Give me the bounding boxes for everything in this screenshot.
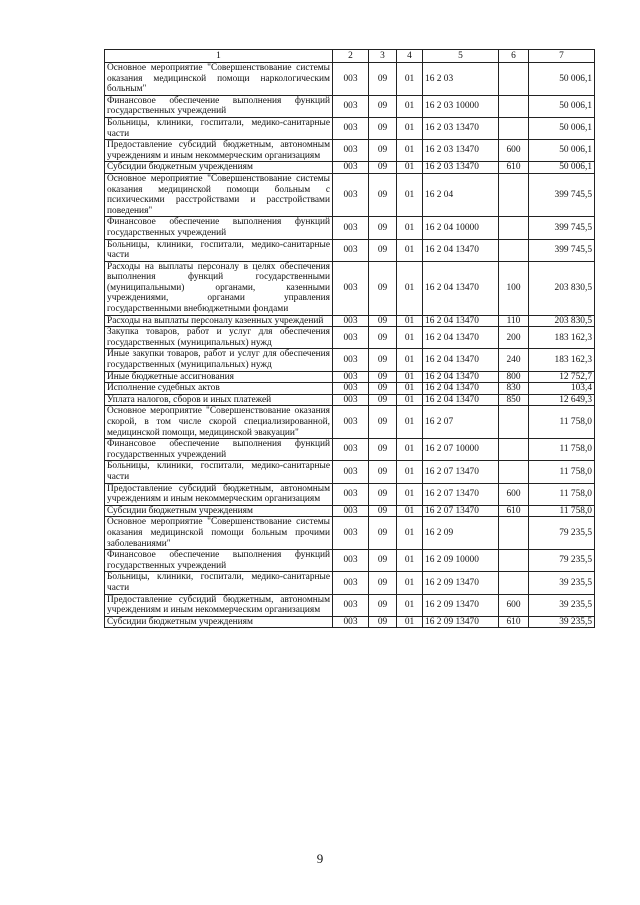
expense-type-cell: 600 xyxy=(499,483,529,505)
subsection-cell: 01 xyxy=(397,572,423,594)
item-name-cell: Расходы на выплаты персоналу в целях обеспечения выполнения функций государственными (муниципальными) органами, казенными учреждениями, органами управления государственными внебюджетными фондами xyxy=(105,261,333,315)
amount-cell: 12 649,3 xyxy=(529,394,595,406)
section-cell: 09 xyxy=(369,140,397,162)
expense-type-cell: 830 xyxy=(499,383,529,395)
section-cell: 09 xyxy=(369,406,397,439)
column-header: 5 xyxy=(423,50,499,63)
target-article-cell: 16 2 07 13470 xyxy=(423,461,499,483)
expense-type-cell xyxy=(499,217,529,239)
item-name-cell: Больницы, клиники, госпитали, медико-санитарные части xyxy=(105,461,333,483)
table-row xyxy=(105,217,595,239)
expense-type-cell: 610 xyxy=(499,505,529,517)
admin-code-cell: 003 xyxy=(333,594,369,616)
section-cell: 09 xyxy=(369,239,397,261)
item-name-cell: Больницы, клиники, госпитали, медико-санитарные части xyxy=(105,117,333,139)
item-name-cell: Финансовое обеспечение выполнения функций государственных учреждений xyxy=(105,550,333,572)
subsection-cell: 01 xyxy=(397,63,423,96)
expense-type-cell xyxy=(499,63,529,96)
admin-code-cell: 003 xyxy=(333,572,369,594)
subsection-cell: 01 xyxy=(397,162,423,174)
item-name-cell: Основное мероприятие "Совершенствование системы оказания медицинской помощи больным прочими заболеваниями" xyxy=(105,517,333,550)
admin-code-cell: 003 xyxy=(333,371,369,383)
amount-cell: 183 162,3 xyxy=(529,349,595,371)
table-row xyxy=(105,140,595,162)
subsection-cell: 01 xyxy=(397,261,423,315)
subsection-cell: 01 xyxy=(397,439,423,461)
subsection-cell: 01 xyxy=(397,406,423,439)
table-row xyxy=(105,483,595,505)
table-row xyxy=(105,173,595,216)
admin-code-cell: 003 xyxy=(333,173,369,216)
column-header: 3 xyxy=(369,50,397,63)
expense-type-cell: 600 xyxy=(499,594,529,616)
amount-cell: 39 235,5 xyxy=(529,572,595,594)
table-row xyxy=(105,517,595,550)
item-name-cell: Больницы, клиники, госпитали, медико-санитарные части xyxy=(105,239,333,261)
expense-type-cell xyxy=(499,461,529,483)
admin-code-cell: 003 xyxy=(333,394,369,406)
expense-type-cell: 200 xyxy=(499,327,529,349)
admin-code-cell: 003 xyxy=(333,315,369,327)
amount-cell: 399 745,5 xyxy=(529,217,595,239)
subsection-cell: 01 xyxy=(397,616,423,628)
section-cell: 09 xyxy=(369,483,397,505)
expense-type-cell: 240 xyxy=(499,349,529,371)
target-article-cell: 16 2 07 10000 xyxy=(423,439,499,461)
section-cell: 09 xyxy=(369,217,397,239)
table-row xyxy=(105,594,595,616)
expense-type-cell xyxy=(499,239,529,261)
amount-cell: 79 235,5 xyxy=(529,517,595,550)
item-name-cell: Основное мероприятие "Совершенствование системы оказания медицинской помощи больным с психическими расстройствами и расстройствами поведения" xyxy=(105,173,333,216)
admin-code-cell: 003 xyxy=(333,63,369,96)
admin-code-cell: 003 xyxy=(333,261,369,315)
column-header: 1 xyxy=(105,50,333,63)
target-article-cell: 16 2 09 13470 xyxy=(423,572,499,594)
amount-cell: 103,4 xyxy=(529,383,595,395)
admin-code-cell: 003 xyxy=(333,117,369,139)
budget-table xyxy=(104,49,595,628)
admin-code-cell: 003 xyxy=(333,550,369,572)
table-row xyxy=(105,616,595,628)
amount-cell: 50 006,1 xyxy=(529,95,595,117)
expense-type-cell: 600 xyxy=(499,140,529,162)
item-name-cell: Предоставление субсидий бюджетным, автономным учреждениям и иным некоммерческим организациям xyxy=(105,594,333,616)
amount-cell: 203 830,5 xyxy=(529,261,595,315)
target-article-cell: 16 2 04 10000 xyxy=(423,217,499,239)
table-row xyxy=(105,406,595,439)
subsection-cell: 01 xyxy=(397,594,423,616)
admin-code-cell: 003 xyxy=(333,505,369,517)
item-name-cell: Предоставление субсидий бюджетным, автономным учреждениям и иным некоммерческим организациям xyxy=(105,483,333,505)
admin-code-cell: 003 xyxy=(333,349,369,371)
header-row xyxy=(105,50,595,63)
table-row xyxy=(105,117,595,139)
admin-code-cell: 003 xyxy=(333,406,369,439)
admin-code-cell: 003 xyxy=(333,461,369,483)
item-name-cell: Закупка товаров, работ и услуг для обеспечения государственных (муниципальных) нужд xyxy=(105,327,333,349)
subsection-cell: 01 xyxy=(397,327,423,349)
section-cell: 09 xyxy=(369,517,397,550)
section-cell: 09 xyxy=(369,461,397,483)
amount-cell: 11 758,0 xyxy=(529,406,595,439)
section-cell: 09 xyxy=(369,572,397,594)
column-header: 6 xyxy=(499,50,529,63)
target-article-cell: 16 2 03 13470 xyxy=(423,140,499,162)
table-row xyxy=(105,261,595,315)
table-row xyxy=(105,461,595,483)
table-row xyxy=(105,95,595,117)
section-cell: 09 xyxy=(369,162,397,174)
section-cell: 09 xyxy=(369,117,397,139)
admin-code-cell: 003 xyxy=(333,95,369,117)
amount-cell: 399 745,5 xyxy=(529,239,595,261)
table-row xyxy=(105,572,595,594)
subsection-cell: 01 xyxy=(397,117,423,139)
amount-cell: 50 006,1 xyxy=(529,117,595,139)
section-cell: 09 xyxy=(369,550,397,572)
admin-code-cell: 003 xyxy=(333,383,369,395)
amount-cell: 11 758,0 xyxy=(529,439,595,461)
target-article-cell: 16 2 07 13470 xyxy=(423,483,499,505)
section-cell: 09 xyxy=(369,383,397,395)
page-number: 9 xyxy=(316,851,324,866)
expense-type-cell: 110 xyxy=(499,315,529,327)
subsection-cell: 01 xyxy=(397,461,423,483)
table-row xyxy=(105,394,595,406)
target-article-cell: 16 2 03 10000 xyxy=(423,95,499,117)
expense-type-cell: 100 xyxy=(499,261,529,315)
expense-type-cell xyxy=(499,517,529,550)
item-name-cell: Основное мероприятие "Совершенствование оказания скорой, в том числе скорой специализированной, медицинской помощи, медицинской эвакуации" xyxy=(105,406,333,439)
section-cell: 09 xyxy=(369,371,397,383)
target-article-cell: 16 2 04 13470 xyxy=(423,239,499,261)
target-article-cell: 16 2 04 13470 xyxy=(423,383,499,395)
item-name-cell: Иные закупки товаров, работ и услуг для обеспечения государственных (муниципальных) нужд xyxy=(105,349,333,371)
subsection-cell: 01 xyxy=(397,315,423,327)
target-article-cell: 16 2 04 13470 xyxy=(423,261,499,315)
section-cell: 09 xyxy=(369,173,397,216)
amount-cell: 12 752,7 xyxy=(529,371,595,383)
table-row xyxy=(105,349,595,371)
section-cell: 09 xyxy=(369,394,397,406)
target-article-cell: 16 2 04 13470 xyxy=(423,315,499,327)
section-cell: 09 xyxy=(369,616,397,628)
column-header: 7 xyxy=(529,50,595,63)
amount-cell: 50 006,1 xyxy=(529,63,595,96)
section-cell: 09 xyxy=(369,439,397,461)
item-name-cell: Финансовое обеспечение выполнения функций государственных учреждений xyxy=(105,217,333,239)
item-name-cell: Больницы, клиники, госпитали, медико-санитарные части xyxy=(105,572,333,594)
amount-cell: 183 162,3 xyxy=(529,327,595,349)
target-article-cell: 16 2 09 13470 xyxy=(423,616,499,628)
item-name-cell: Финансовое обеспечение выполнения функций государственных учреждений xyxy=(105,439,333,461)
amount-cell: 39 235,5 xyxy=(529,616,595,628)
target-article-cell: 16 2 09 xyxy=(423,517,499,550)
subsection-cell: 01 xyxy=(397,371,423,383)
subsection-cell: 01 xyxy=(397,483,423,505)
target-article-cell: 16 2 04 13470 xyxy=(423,349,499,371)
subsection-cell: 01 xyxy=(397,550,423,572)
expense-type-cell xyxy=(499,550,529,572)
section-cell: 09 xyxy=(369,594,397,616)
subsection-cell: 01 xyxy=(397,383,423,395)
admin-code-cell: 003 xyxy=(333,327,369,349)
item-name-cell: Финансовое обеспечение выполнения функций государственных учреждений xyxy=(105,95,333,117)
expense-type-cell xyxy=(499,173,529,216)
admin-code-cell: 003 xyxy=(333,616,369,628)
item-name-cell: Иные бюджетные ассигнования xyxy=(105,371,333,383)
section-cell: 09 xyxy=(369,315,397,327)
item-name-cell: Субсидии бюджетным учреждениям xyxy=(105,505,333,517)
column-header: 4 xyxy=(397,50,423,63)
item-name-cell: Предоставление субсидий бюджетным, автономным учреждениям и иным некоммерческим организациям xyxy=(105,140,333,162)
section-cell: 09 xyxy=(369,261,397,315)
table-row xyxy=(105,505,595,517)
amount-cell: 79 235,5 xyxy=(529,550,595,572)
subsection-cell: 01 xyxy=(397,140,423,162)
expense-type-cell xyxy=(499,406,529,439)
item-name-cell: Расходы на выплаты персоналу казенных учреждений xyxy=(105,315,333,327)
expense-type-cell xyxy=(499,439,529,461)
target-article-cell: 16 2 09 10000 xyxy=(423,550,499,572)
admin-code-cell: 003 xyxy=(333,483,369,505)
table-row xyxy=(105,63,595,96)
target-article-cell: 16 2 07 13470 xyxy=(423,505,499,517)
amount-cell: 50 006,1 xyxy=(529,162,595,174)
table-row xyxy=(105,371,595,383)
subsection-cell: 01 xyxy=(397,217,423,239)
item-name-cell: Субсидии бюджетным учреждениям xyxy=(105,616,333,628)
table-row xyxy=(105,439,595,461)
table-row xyxy=(105,383,595,395)
target-article-cell: 16 2 04 13470 xyxy=(423,394,499,406)
table-row xyxy=(105,550,595,572)
admin-code-cell: 003 xyxy=(333,140,369,162)
section-cell: 09 xyxy=(369,95,397,117)
target-article-cell: 16 2 03 xyxy=(423,63,499,96)
admin-code-cell: 003 xyxy=(333,239,369,261)
column-header: 2 xyxy=(333,50,369,63)
table-row xyxy=(105,327,595,349)
expense-type-cell xyxy=(499,572,529,594)
table-row xyxy=(105,239,595,261)
amount-cell: 203 830,5 xyxy=(529,315,595,327)
expense-type-cell: 610 xyxy=(499,162,529,174)
item-name-cell: Основное мероприятие "Совершенствование системы оказания медицинской помощи наркологическим больным" xyxy=(105,63,333,96)
item-name-cell: Субсидии бюджетным учреждениям xyxy=(105,162,333,174)
expense-type-cell xyxy=(499,117,529,139)
expense-type-cell: 850 xyxy=(499,394,529,406)
amount-cell: 11 758,0 xyxy=(529,505,595,517)
section-cell: 09 xyxy=(369,505,397,517)
expense-type-cell: 610 xyxy=(499,616,529,628)
admin-code-cell: 003 xyxy=(333,439,369,461)
section-cell: 09 xyxy=(369,327,397,349)
amount-cell: 11 758,0 xyxy=(529,483,595,505)
admin-code-cell: 003 xyxy=(333,217,369,239)
subsection-cell: 01 xyxy=(397,173,423,216)
admin-code-cell: 003 xyxy=(333,162,369,174)
admin-code-cell: 003 xyxy=(333,517,369,550)
target-article-cell: 16 2 04 13470 xyxy=(423,371,499,383)
amount-cell: 39 235,5 xyxy=(529,594,595,616)
subsection-cell: 01 xyxy=(397,394,423,406)
subsection-cell: 01 xyxy=(397,95,423,117)
table-row xyxy=(105,162,595,174)
target-article-cell: 16 2 04 13470 xyxy=(423,327,499,349)
subsection-cell: 01 xyxy=(397,239,423,261)
item-name-cell: Уплата налогов, сборов и иных платежей xyxy=(105,394,333,406)
section-cell: 09 xyxy=(369,63,397,96)
target-article-cell: 16 2 07 xyxy=(423,406,499,439)
subsection-cell: 01 xyxy=(397,349,423,371)
item-name-cell: Исполнение судебных актов xyxy=(105,383,333,395)
table-row xyxy=(105,315,595,327)
subsection-cell: 01 xyxy=(397,517,423,550)
amount-cell: 399 745,5 xyxy=(529,173,595,216)
amount-cell: 50 006,1 xyxy=(529,140,595,162)
section-cell: 09 xyxy=(369,349,397,371)
table-body xyxy=(105,63,595,628)
subsection-cell: 01 xyxy=(397,505,423,517)
target-article-cell: 16 2 04 xyxy=(423,173,499,216)
target-article-cell: 16 2 03 13470 xyxy=(423,117,499,139)
amount-cell: 11 758,0 xyxy=(529,461,595,483)
expense-type-cell xyxy=(499,95,529,117)
expense-type-cell: 800 xyxy=(499,371,529,383)
target-article-cell: 16 2 09 13470 xyxy=(423,594,499,616)
target-article-cell: 16 2 03 13470 xyxy=(423,162,499,174)
